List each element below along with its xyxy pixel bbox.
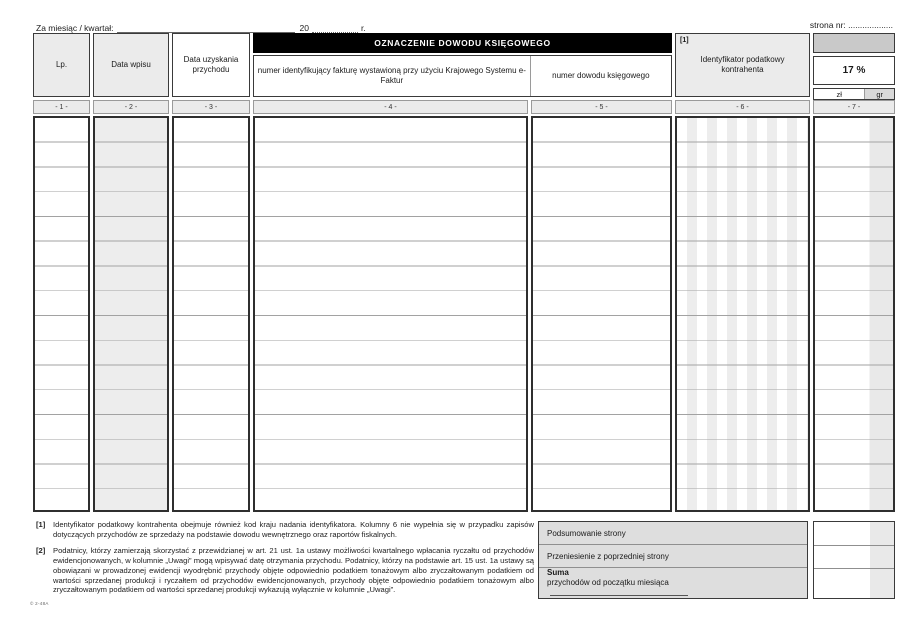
period-blank-line[interactable] [117, 23, 295, 33]
summary-values-box[interactable] [813, 521, 895, 599]
header-group-dowod-ksiegowy [253, 33, 672, 97]
header-col-data-uzyskania-label: Data uzyskania przychodu [183, 55, 239, 74]
oznaczenie-dowodu-header: OZNACZENIE DOWODU KSIĘGOWEGO [253, 33, 672, 53]
header-col-dowod-number [530, 56, 671, 96]
header-col-lp-label: Lp. [55, 60, 68, 69]
rate-column-shaded-cell [813, 33, 895, 53]
body-col-ksef-number[interactable] [253, 116, 528, 512]
footnote-2 [36, 546, 534, 595]
body-col-dowod-number[interactable] [531, 116, 672, 512]
footnote-1-ref: [1] [36, 520, 46, 529]
colnum-2: - 2 - [93, 100, 169, 114]
footnotes-block [36, 520, 534, 602]
rate-box [813, 56, 895, 85]
body-col-lp[interactable] [33, 116, 90, 512]
header-col-ksef-number [254, 56, 530, 96]
summary-suma-sublabel: przychodów od początku miesiąca [547, 578, 807, 599]
header-col-identyfikator [675, 33, 810, 97]
currency-header [813, 88, 895, 100]
form-code: © 2-48A [30, 601, 49, 606]
suma-blank-line[interactable] [550, 588, 688, 596]
summary-row-suma [539, 568, 807, 598]
currency-gr-cell: gr [864, 89, 894, 99]
summary-row-podsumowanie-label: Podsumowanie strony [547, 528, 626, 538]
colnum-6: - 6 - [675, 100, 810, 114]
rate-value: 17 % [842, 65, 866, 76]
footnote-1 [36, 520, 534, 539]
colnum-3: - 3 - [172, 100, 250, 114]
summary-suma-label: Suma [547, 567, 569, 577]
header-col-ksef-number-label: numer identyfikujący fakturę wystawioną przy użyciu Krajowego Systemu e-Faktur [257, 66, 526, 85]
summary-row-podsumowanie [539, 522, 807, 545]
footnote-2-text: Podatnicy, którzy zamierzają skorzystać z przewidzianej w art. 21 ust. 1a ustawy możliwości kwartalnego wpłacania ryczałtu od przychodów ewidencjonowanych, w kolumnie „Uwagi” mogą wpisywać datę otrzymania przychodu. Podatnicy, którzy na podstawie art. 15 ust. 1a ustawy są obowiązani w prowadzonej ewidencji wyodrębnić przychody objęte odpowiednio podatkiem tonażowym albo zryczałtowanym podatkiem od wartości sprzedanej produkcji i ryczałtem od przychodów ewidencjonowanych, przychody objęte odpowiednio podatkiem tonażowym albo zryczałtowanym podatkiem od wartości sprzedanej produkcji wykazują wyłącznie w kolumnie „Uwagi”. [53, 546, 534, 595]
footnote-ref-1-marker: [1] [680, 37, 689, 44]
year-prefix: 20 [299, 23, 309, 33]
summary-row-przeniesienie-label: Przeniesienie z poprzedniej strony [547, 551, 669, 561]
currency-zl-cell: zł [814, 89, 864, 99]
body-col-identyfikator[interactable] [675, 116, 810, 512]
header-col-data-wpisu [93, 33, 169, 97]
colnum-1: - 1 - [33, 100, 90, 114]
body-col-data-uzyskania[interactable] [172, 116, 250, 512]
body-col-amount[interactable] [813, 116, 895, 512]
colnum-7: - 7 - [813, 100, 895, 114]
year-suffix: r. [360, 23, 366, 33]
header-col-data-wpisu-label: Data wpisu [111, 60, 151, 69]
period-label: Za miesiąc / kwartał: [36, 23, 114, 33]
summary-row-przeniesienie [539, 545, 807, 568]
header-col-dowod-number-label: numer dowodu księgowego [552, 71, 650, 80]
footnote-1-text: Identyfikator podatkowy kontrahenta obejmuje również kod kraju nadania identyfikatora. Kolumny 6 nie wypełnia się w przypadku zapisów dotyczących przychodów ze sprzedaży na podstawie dowodu wewnętrznego oraz raportów fiskalnych. [53, 520, 534, 539]
colnum-4: - 4 - [253, 100, 528, 114]
footnote-2-ref: [2] [36, 546, 46, 556]
page-number-label: strona nr: ................... [809, 20, 893, 30]
year-blank-line[interactable] [312, 23, 358, 33]
summary-values-separator-1 [814, 545, 894, 546]
period-row [36, 20, 366, 33]
body-col-data-wpisu[interactable] [93, 116, 169, 512]
header-col-identyfikator-label: Identyfikator podatkowy kontrahenta [700, 55, 785, 74]
summary-values-separator-2 [814, 568, 894, 569]
summary-labels-box [538, 521, 808, 599]
header-col-lp [33, 33, 90, 97]
colnum-5: - 5 - [531, 100, 672, 114]
header-col-data-uzyskania [172, 33, 250, 97]
